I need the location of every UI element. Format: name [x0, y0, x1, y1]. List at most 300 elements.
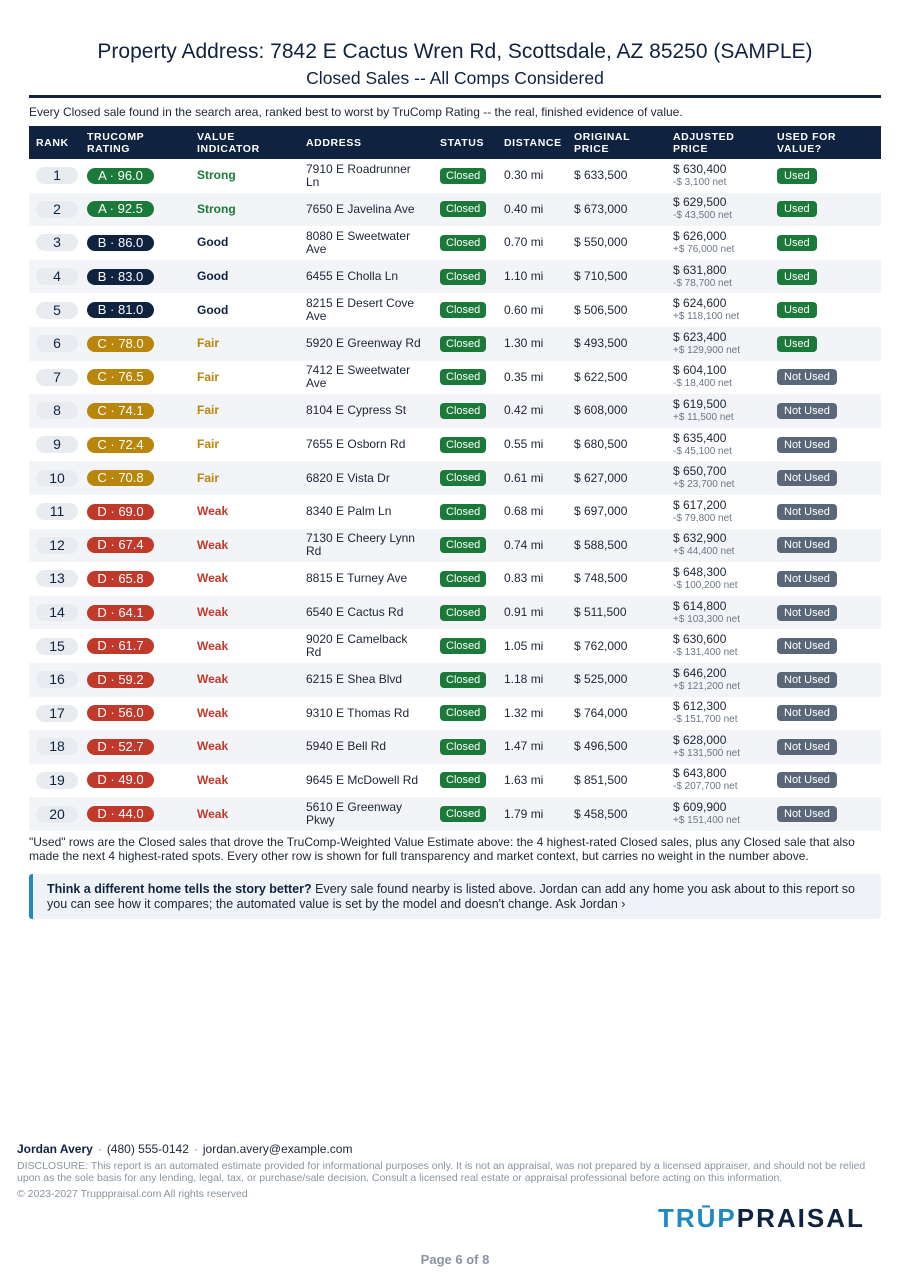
value-indicator: Weak	[197, 571, 229, 586]
rank-cell	[29, 764, 80, 798]
header-divider	[29, 95, 881, 98]
rank-cell	[29, 394, 80, 428]
value-indicator: Weak	[197, 739, 229, 754]
rank-cell	[29, 562, 80, 596]
distance-cell: 0.35 mi	[504, 369, 544, 384]
address-cell: 7910 E Roadrunner Ln	[306, 161, 411, 189]
rating-cell	[80, 159, 190, 193]
table-row	[29, 797, 881, 831]
copyright-text: © 2023-2027 Trupppraisal.com All rights reserved	[17, 1188, 248, 1200]
address-cell: 8104 E Cypress St	[299, 394, 433, 428]
status-cell	[433, 629, 497, 663]
callout-body: Every sale found nearby is listed above. Jordan can add any home you ask about to this report so you can see how it compares; the automated value is set by the model and doesn't change.	[47, 882, 856, 911]
ask-agent-callout	[29, 874, 881, 919]
status-badge: Closed	[440, 605, 486, 621]
logo-text-part2: PRAISAL	[736, 1203, 865, 1233]
net-adjustment: +$ 44,400 net	[673, 546, 735, 558]
distance-cell: 1.79 mi	[497, 797, 567, 831]
rating-badge: D · 52.7	[87, 739, 154, 755]
status-badge: Closed	[440, 638, 486, 654]
net-adjustment: -$ 151,700 net	[673, 714, 738, 726]
status-badge: Closed	[440, 772, 486, 788]
adjusted-price: $ 626,000	[673, 228, 727, 243]
value-indicator: Strong	[197, 201, 236, 216]
adjusted-price-cell	[666, 562, 770, 596]
address-cell: 6820 E Vista Dr	[299, 461, 433, 495]
rating-cell	[80, 260, 190, 294]
net-adjustment: +$ 131,500 net	[673, 747, 741, 759]
address-cell: 8215 E Desert Cove Ave	[306, 296, 415, 324]
value-indicator-cell	[190, 596, 299, 630]
adjusted-price-cell	[666, 629, 770, 663]
table-row	[29, 562, 881, 596]
net-adjustment: +$ 76,000 net	[673, 243, 735, 255]
rating-badge: C · 70.8	[87, 470, 154, 486]
adjusted-price-cell	[666, 293, 770, 327]
net-adjustment: +$ 103,300 net	[673, 613, 741, 625]
status-cell	[433, 730, 497, 764]
rank-cell	[29, 226, 80, 260]
address-cell: 5940 E Bell Rd	[299, 730, 433, 764]
value-indicator-cell	[190, 529, 299, 563]
value-indicator-cell	[190, 562, 299, 596]
value-indicator: Good	[197, 235, 229, 250]
distance-cell: 1.32 mi	[504, 705, 544, 720]
status-badge: Closed	[440, 437, 486, 453]
rating-badge: D · 59.2	[87, 672, 154, 688]
used-cell	[770, 293, 881, 327]
status-cell	[433, 159, 497, 193]
address-cell: 7412 E Sweetwater Ave	[306, 363, 411, 391]
adjusted-price-cell	[666, 327, 770, 361]
status-badge: Closed	[440, 369, 486, 385]
rank-badge: 5	[36, 302, 78, 319]
rating-badge: D · 69.0	[87, 504, 154, 520]
value-indicator: Good	[197, 269, 229, 284]
agent-email[interactable]: jordan.avery@example.com	[202, 1142, 353, 1156]
distance-cell: 0.83 mi	[504, 571, 544, 586]
table-row	[29, 663, 881, 697]
distance-cell: 1.47 mi	[497, 730, 567, 764]
disclosure-text: DISCLOSURE: This report is an automated estimate provided for informational purposes only. It is not an appraisal, was not prepared by a licensed appraiser, and should not be relied upon as the sole basis for any lending, legal, tax, or purchase/sale decision. Consult a licensed real estate or appraisal professional before acting on this information.	[17, 1160, 866, 1184]
used-badge: Not Used	[777, 437, 837, 453]
col-header-address: ADDRESS	[299, 126, 433, 159]
status-cell	[433, 461, 497, 495]
used-cell	[770, 596, 881, 630]
original-price-cell: $ 697,000	[574, 504, 628, 519]
net-adjustment: -$ 78,700 net	[673, 277, 732, 289]
used-badge: Used	[777, 269, 817, 285]
rank-badge: 16	[36, 671, 78, 688]
used-badge: Used	[777, 302, 817, 318]
comps-table-body	[29, 159, 881, 831]
adjusted-price-cell	[666, 193, 770, 227]
adjusted-price-cell	[666, 529, 770, 563]
rating-cell	[80, 394, 190, 428]
value-indicator-cell	[190, 629, 299, 663]
rank-badge: 18	[36, 738, 78, 755]
original-price-cell: $ 762,000	[574, 638, 628, 653]
value-indicator-cell	[190, 394, 299, 428]
rating-cell	[80, 226, 190, 260]
used-cell	[770, 697, 881, 731]
table-row	[29, 730, 881, 764]
net-adjustment: -$ 3,100 net	[673, 176, 727, 188]
value-indicator-cell	[190, 461, 299, 495]
page-title: Property Address: 7842 E Cactus Wren Rd, Scottsdale, AZ 85250 (SAMPLE)	[97, 40, 813, 63]
used-cell	[770, 764, 881, 798]
address-cell: 7650 E Javelina Ave	[299, 193, 433, 227]
status-cell	[433, 361, 497, 395]
adjusted-price-cell	[666, 226, 770, 260]
distance-cell: 0.55 mi	[504, 437, 544, 452]
adjusted-price-cell	[666, 596, 770, 630]
rank-badge: 3	[36, 234, 78, 251]
rank-cell	[29, 495, 80, 529]
net-adjustment: +$ 129,900 net	[673, 344, 741, 356]
address-cell: 6540 E Cactus Rd	[299, 596, 433, 630]
col-header-status: STATUS	[433, 126, 497, 159]
rank-badge: 6	[36, 335, 78, 352]
rating-cell	[80, 797, 190, 831]
comps-table	[29, 126, 881, 831]
value-indicator: Weak	[197, 504, 229, 519]
address-cell: 9645 E McDowell Rd	[306, 772, 419, 787]
rating-badge: D · 61.7	[87, 638, 154, 654]
status-badge: Closed	[440, 235, 486, 251]
used-badge: Not Used	[777, 739, 837, 755]
net-adjustment: -$ 79,800 net	[673, 512, 732, 524]
col-header-value-indicator: VALUE INDICATOR	[190, 126, 299, 159]
original-price-cell: $ 851,500	[574, 772, 628, 787]
value-indicator-cell	[190, 327, 299, 361]
distance-cell: 0.70 mi	[504, 235, 544, 250]
adjusted-price: $ 623,400	[673, 329, 727, 344]
rank-cell	[29, 730, 80, 764]
used-badge: Used	[777, 168, 817, 184]
table-row	[29, 461, 881, 495]
adjusted-price-cell	[666, 461, 770, 495]
rank-cell	[29, 361, 80, 395]
value-indicator: Weak	[197, 705, 229, 720]
rank-badge: 8	[36, 402, 78, 419]
used-cell	[770, 562, 881, 596]
adjusted-price: $ 624,600	[673, 296, 727, 311]
used-cell	[770, 461, 881, 495]
value-indicator-cell	[190, 428, 299, 462]
status-cell	[433, 697, 497, 731]
status-cell	[433, 293, 497, 327]
rating-cell	[80, 697, 190, 731]
used-badge: Not Used	[777, 571, 837, 587]
original-price-cell: $ 764,000	[574, 705, 628, 720]
col-header-used: USED FOR VALUE?	[770, 126, 881, 159]
adjusted-price-cell	[666, 730, 770, 764]
value-indicator-cell	[190, 193, 299, 227]
page-number: Page 6 of 8	[420, 1252, 490, 1267]
distance-cell: 0.40 mi	[497, 193, 567, 227]
adjusted-price: $ 648,300	[673, 564, 727, 579]
address-cell: 9310 E Thomas Rd	[306, 705, 410, 720]
rating-cell	[80, 596, 190, 630]
status-cell	[433, 394, 497, 428]
address-cell: 7130 E Cheery Lynn Rd	[299, 529, 433, 563]
used-badge: Not Used	[777, 638, 837, 654]
value-indicator: Fair	[197, 369, 220, 384]
adjusted-price-cell	[666, 260, 770, 294]
address-cell: 5920 E Greenway Rd	[299, 327, 433, 361]
used-badge: Not Used	[777, 772, 837, 788]
used-badge: Not Used	[777, 470, 837, 486]
address-cell: 6215 E Shea Blvd	[299, 663, 433, 697]
net-adjustment: +$ 151,400 net	[673, 815, 741, 827]
adjusted-price: $ 628,000	[673, 732, 727, 747]
rank-cell	[29, 327, 80, 361]
address-cell: 8080 E Sweetwater Ave	[306, 228, 411, 256]
status-cell	[433, 562, 497, 596]
original-price-cell: $ 525,000	[567, 663, 666, 697]
adjusted-price: $ 609,900	[673, 800, 727, 815]
intro-text: Every Closed sale found in the search area, ranked best to worst by TruComp Rating -- the real, finished evidence of value.	[29, 105, 683, 119]
distance-cell: 0.74 mi	[497, 529, 567, 563]
status-badge: Closed	[440, 739, 486, 755]
rating-cell	[80, 529, 190, 563]
address-cell: 9020 E Camelback Rd	[306, 632, 408, 660]
used-cell	[770, 193, 881, 227]
status-badge: Closed	[440, 672, 486, 688]
adjusted-price-cell	[666, 697, 770, 731]
net-adjustment: +$ 23,700 net	[673, 479, 735, 491]
status-badge: Closed	[440, 571, 486, 587]
rank-badge: 9	[36, 436, 78, 453]
rank-cell	[29, 797, 80, 831]
used-badge: Not Used	[777, 369, 837, 385]
rank-badge: 15	[36, 638, 78, 655]
distance-cell: 0.61 mi	[497, 461, 567, 495]
brand-logo	[658, 1203, 865, 1233]
rating-badge: D · 44.0	[87, 806, 154, 822]
original-price-cell: $ 627,000	[567, 461, 666, 495]
value-indicator: Fair	[197, 336, 220, 351]
status-badge: Closed	[440, 269, 486, 285]
table-header-row	[29, 126, 881, 159]
address-cell: 8340 E Palm Ln	[306, 504, 392, 519]
rank-badge: 2	[36, 201, 78, 218]
original-price-cell: $ 493,500	[567, 327, 666, 361]
status-badge: Closed	[440, 201, 486, 217]
rating-badge: C · 76.5	[87, 369, 154, 385]
status-badge: Closed	[440, 470, 486, 486]
used-cell	[770, 361, 881, 395]
rank-cell	[29, 629, 80, 663]
address-cell: 6455 E Cholla Ln	[299, 260, 433, 294]
rating-cell	[80, 764, 190, 798]
used-badge: Not Used	[777, 537, 837, 553]
adjusted-price: $ 614,800	[673, 598, 727, 613]
status-cell	[433, 797, 497, 831]
rank-badge: 17	[36, 705, 78, 722]
table-row	[29, 428, 881, 462]
distance-cell: 1.30 mi	[497, 327, 567, 361]
net-adjustment: -$ 131,400 net	[673, 647, 738, 659]
original-price-cell: $ 622,500	[574, 369, 628, 384]
value-indicator: Fair	[197, 470, 220, 485]
table-row	[29, 327, 881, 361]
original-price-cell: $ 496,500	[567, 730, 666, 764]
rank-badge: 10	[36, 470, 78, 487]
separator-dot: ·	[97, 1142, 102, 1156]
adjusted-price-cell	[666, 394, 770, 428]
adjusted-price: $ 629,500	[673, 195, 727, 210]
rating-badge: D · 49.0	[87, 772, 154, 788]
status-badge: Closed	[440, 403, 486, 419]
value-indicator-cell	[190, 495, 299, 529]
original-price-cell: $ 458,500	[567, 797, 666, 831]
adjusted-price-cell	[666, 663, 770, 697]
ask-agent-link[interactable]: Ask Jordan ›	[555, 897, 626, 911]
rating-cell	[80, 730, 190, 764]
status-badge: Closed	[440, 806, 486, 822]
adjusted-price: $ 630,600	[673, 632, 727, 647]
used-cell	[770, 394, 881, 428]
table-row	[29, 697, 881, 731]
original-price-cell: $ 511,500	[567, 596, 666, 630]
used-badge: Used	[777, 336, 817, 352]
net-adjustment: +$ 121,200 net	[673, 680, 741, 692]
col-header-adjusted-price: ADJUSTED PRICE	[666, 126, 770, 159]
status-badge: Closed	[440, 336, 486, 352]
value-indicator: Fair	[197, 403, 220, 418]
table-row	[29, 193, 881, 227]
value-indicator: Weak	[197, 638, 229, 653]
status-cell	[433, 260, 497, 294]
value-indicator-cell	[190, 764, 299, 798]
used-cell	[770, 260, 881, 294]
agent-phone[interactable]: (480) 555-0142	[106, 1142, 189, 1156]
used-badge: Not Used	[777, 705, 837, 721]
used-cell	[770, 159, 881, 193]
rank-cell	[29, 663, 80, 697]
value-indicator-cell	[190, 159, 299, 193]
address-cell: 5610 E Greenway Pkwy	[299, 797, 433, 831]
table-row	[29, 293, 881, 327]
table-row	[29, 394, 881, 428]
rank-badge: 14	[36, 604, 78, 621]
original-price-cell: $ 550,000	[574, 235, 628, 250]
callout-lead: Think a different home tells the story better?	[47, 882, 312, 896]
adjusted-price-cell	[666, 428, 770, 462]
value-indicator-cell	[190, 226, 299, 260]
rank-badge: 12	[36, 537, 78, 554]
net-adjustment: -$ 207,700 net	[673, 781, 738, 793]
table-row	[29, 226, 881, 260]
value-indicator: Weak	[197, 772, 229, 787]
original-price-cell: $ 710,500	[567, 260, 666, 294]
address-cell: 8815 E Turney Ave	[306, 571, 408, 586]
original-price-cell: $ 673,000	[567, 193, 666, 227]
distance-cell: 0.60 mi	[504, 302, 544, 317]
rating-badge: D · 56.0	[87, 705, 154, 721]
rating-cell	[80, 327, 190, 361]
page-subtitle: Closed Sales -- All Comps Considered	[306, 68, 604, 88]
original-price-cell: $ 748,500	[574, 571, 628, 586]
rating-badge: C · 78.0	[87, 336, 154, 352]
adjusted-price: $ 619,500	[673, 396, 727, 411]
rating-cell	[80, 562, 190, 596]
used-rows-note: "Used" rows are the Closed sales that drove the TruComp-Weighted Value Estimate above: the 4 highest-rated Closed sales, plus any Closed sale that also made the next 4 highest-rated spots. Every other row is shown for full transparency and market context, but carries no weight in the number above.	[29, 835, 855, 863]
value-indicator-cell	[190, 260, 299, 294]
net-adjustment: -$ 43,500 net	[673, 210, 732, 222]
agent-contact	[17, 1142, 887, 1156]
rank-badge: 1	[36, 167, 78, 184]
col-header-distance: DISTANCE	[497, 126, 567, 159]
original-price-cell: $ 608,000	[567, 394, 666, 428]
status-cell	[433, 529, 497, 563]
original-price-cell: $ 588,500	[567, 529, 666, 563]
page-footer	[17, 1142, 887, 1200]
report-header	[0, 38, 910, 90]
distance-cell: 0.30 mi	[504, 168, 544, 183]
status-cell	[433, 428, 497, 462]
rating-badge: D · 65.8	[87, 571, 154, 587]
distance-cell: 1.10 mi	[497, 260, 567, 294]
adjusted-price: $ 635,400	[673, 430, 727, 445]
rank-cell	[29, 596, 80, 630]
value-indicator: Weak	[197, 605, 229, 620]
value-indicator: Fair	[197, 437, 220, 452]
status-cell	[433, 193, 497, 227]
used-badge: Not Used	[777, 806, 837, 822]
used-cell	[770, 797, 881, 831]
used-cell	[770, 663, 881, 697]
used-cell	[770, 226, 881, 260]
rating-cell	[80, 495, 190, 529]
distance-cell: 1.05 mi	[504, 638, 544, 653]
distance-cell: 0.68 mi	[504, 504, 544, 519]
adjusted-price: $ 632,900	[673, 531, 727, 546]
distance-cell: 1.63 mi	[504, 772, 544, 787]
used-badge: Not Used	[777, 504, 837, 520]
value-indicator-cell	[190, 697, 299, 731]
rating-cell	[80, 293, 190, 327]
value-indicator-cell	[190, 797, 299, 831]
rating-badge: D · 67.4	[87, 537, 154, 553]
rank-badge: 19	[36, 772, 78, 789]
used-badge: Used	[777, 201, 817, 217]
value-indicator: Weak	[197, 537, 229, 552]
adjusted-price: $ 646,200	[673, 665, 727, 680]
agent-name: Jordan Avery	[17, 1142, 93, 1156]
status-cell	[433, 327, 497, 361]
adjusted-price-cell	[666, 495, 770, 529]
status-cell	[433, 764, 497, 798]
used-badge: Not Used	[777, 672, 837, 688]
separator-dot: ·	[193, 1142, 198, 1156]
adjusted-price: $ 604,100	[673, 363, 727, 378]
adjusted-price: $ 650,700	[673, 464, 727, 479]
rank-badge: 4	[36, 268, 78, 285]
rating-cell	[80, 461, 190, 495]
rank-badge: 7	[36, 369, 78, 386]
col-header-original-price: ORIGINAL PRICE	[567, 126, 666, 159]
rating-cell	[80, 193, 190, 227]
status-cell	[433, 495, 497, 529]
table-row	[29, 629, 881, 663]
rating-badge: A · 96.0	[87, 168, 154, 184]
status-badge: Closed	[440, 168, 486, 184]
status-badge: Closed	[440, 504, 486, 520]
used-badge: Used	[777, 235, 817, 251]
